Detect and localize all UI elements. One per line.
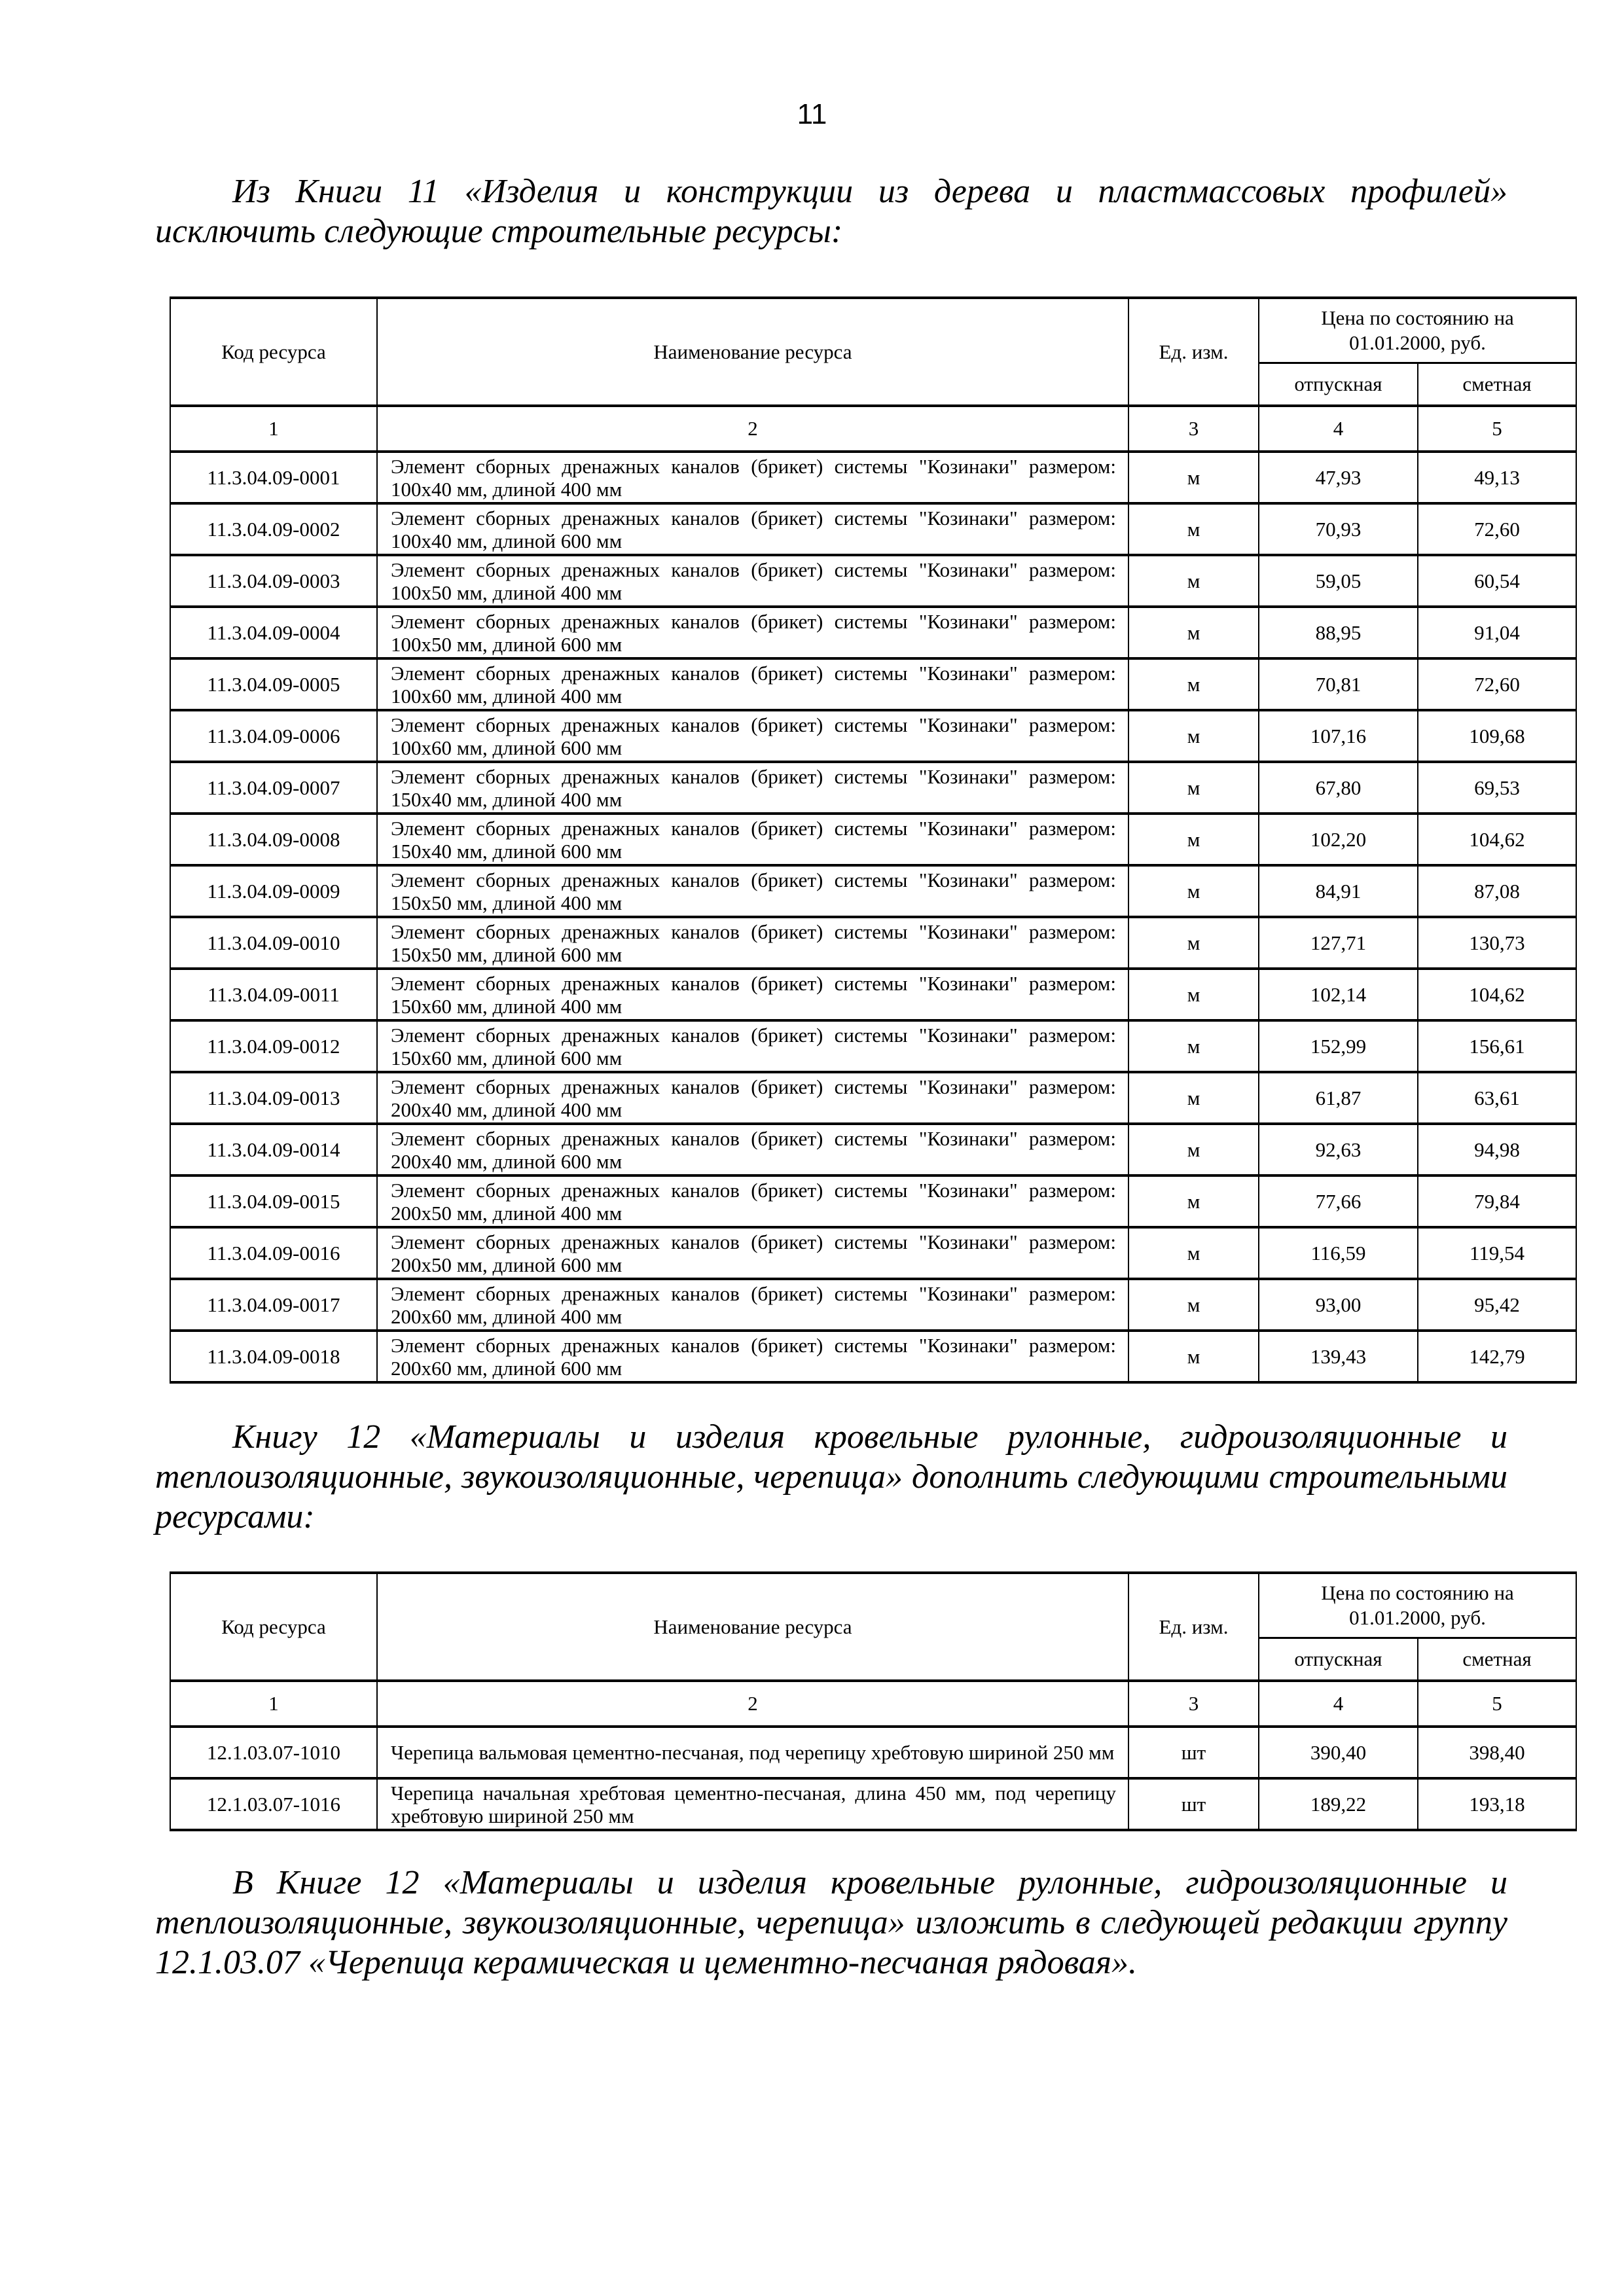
- resource-code: 11.3.04.09-0013: [170, 1072, 377, 1124]
- resource-name: Элемент сборных дренажных каналов (брикет) системы "Козинаки" размером: 100х40 мм, длиной 600 мм: [377, 503, 1128, 555]
- price-release: 70,81: [1259, 658, 1418, 710]
- paragraph-text: В Книге 12 «Материалы и изделия кровельные рулонные, гидроизоляционные и теплоизоляционные, звукоизоляционные, черепица» изложить в следующей редакции группу 12.1.03.07 «Черепица керамическая и цементно-песчаная рядовая».: [155, 1864, 1507, 1981]
- table-excluded-resources: [170, 296, 1577, 1384]
- price-release: 139,43: [1259, 1331, 1418, 1382]
- resource-code: 11.3.04.09-0004: [170, 607, 377, 658]
- resource-name: Элемент сборных дренажных каналов (брикет) системы "Козинаки" размером: 150х40 мм, длиной 400 мм: [377, 762, 1128, 814]
- paragraph-text: Из Книги 11 «Изделия и конструкции из дерева и пластмассовых профилей» исключить следующие строительные ресурсы:: [155, 173, 1507, 250]
- resource-name: Элемент сборных дренажных каналов (брикет) системы "Козинаки" размером: 200х60 мм, длиной 600 мм: [377, 1331, 1128, 1382]
- paragraph-text: Книгу 12 «Материалы и изделия кровельные рулонные, гидроизоляционные и теплоизоляционные, звукоизоляционные, черепица» дополнить следующими строительными ресурсами:: [155, 1418, 1507, 1535]
- price-release: 102,14: [1259, 969, 1418, 1020]
- column-number: 4: [1259, 406, 1418, 452]
- unit: м: [1128, 917, 1259, 969]
- table-row: [170, 762, 1576, 814]
- unit: м: [1128, 1175, 1259, 1227]
- resource-name: Черепица вальмовая цементно-песчаная, под черепицу хребтовую шириной 250 мм: [377, 1727, 1128, 1778]
- table-row: [170, 1020, 1576, 1072]
- resource-name: Элемент сборных дренажных каналов (брикет) системы "Козинаки" размером: 100х50 мм, длиной 600 мм: [377, 607, 1128, 658]
- table-row: [170, 1227, 1576, 1279]
- unit: м: [1128, 1227, 1259, 1279]
- table-row: [170, 814, 1576, 865]
- resource-code: 11.3.04.09-0018: [170, 1331, 377, 1382]
- table-row: [170, 710, 1576, 762]
- resource-name: Черепица начальная хребтовая цементно-песчаная, длина 450 мм, под черепицу хребтовую шириной 250 мм: [377, 1778, 1128, 1830]
- column-number: 3: [1128, 406, 1259, 452]
- price-estimate: 63,61: [1418, 1072, 1576, 1124]
- unit: м: [1128, 710, 1259, 762]
- unit: м: [1128, 1124, 1259, 1175]
- unit: м: [1128, 452, 1259, 503]
- column-number: 5: [1418, 1681, 1576, 1727]
- unit: м: [1128, 607, 1259, 658]
- price-estimate: 95,42: [1418, 1279, 1576, 1331]
- price-estimate: 156,61: [1418, 1020, 1576, 1072]
- paragraph-exclude-book-11: [155, 171, 1507, 251]
- unit: м: [1128, 658, 1259, 710]
- table-row: [170, 452, 1576, 503]
- header-name: Наименование ресурса: [377, 1573, 1128, 1681]
- resource-name: Элемент сборных дренажных каналов (брикет) системы "Козинаки" размером: 200х60 мм, длиной 400 мм: [377, 1279, 1128, 1331]
- resource-code: 11.3.04.09-0001: [170, 452, 377, 503]
- column-number: 3: [1128, 1681, 1259, 1727]
- header-price-estimate: сметная: [1418, 363, 1576, 406]
- column-number: 2: [377, 1681, 1128, 1727]
- price-release: 152,99: [1259, 1020, 1418, 1072]
- column-number: 4: [1259, 1681, 1418, 1727]
- header-code: Код ресурса: [170, 1573, 377, 1681]
- price-estimate: 87,08: [1418, 865, 1576, 917]
- price-estimate: 72,60: [1418, 658, 1576, 710]
- table-row: [170, 865, 1576, 917]
- price-release: 390,40: [1259, 1727, 1418, 1778]
- table-added-resources: [170, 1571, 1577, 1831]
- table-row: [170, 1124, 1576, 1175]
- resource-name: Элемент сборных дренажных каналов (брикет) системы "Козинаки" размером: 150х60 мм, длиной 600 мм: [377, 1020, 1128, 1072]
- paragraph-add-book-12: [155, 1417, 1507, 1537]
- price-release: 102,20: [1259, 814, 1418, 865]
- price-release: 70,93: [1259, 503, 1418, 555]
- resource-code: 11.3.04.09-0014: [170, 1124, 377, 1175]
- table-row: [170, 1778, 1576, 1830]
- price-estimate: 104,62: [1418, 814, 1576, 865]
- resource-code: 11.3.04.09-0005: [170, 658, 377, 710]
- price-estimate: 193,18: [1418, 1778, 1576, 1830]
- table-row: [170, 607, 1576, 658]
- resource-name: Элемент сборных дренажных каналов (брикет) системы "Козинаки" размером: 100х60 мм, длиной 400 мм: [377, 658, 1128, 710]
- resource-code: 12.1.03.07-1016: [170, 1778, 377, 1830]
- table-row: [170, 1175, 1576, 1227]
- table-row: [170, 555, 1576, 607]
- table-row: [170, 1279, 1576, 1331]
- price-release: 88,95: [1259, 607, 1418, 658]
- price-release: 116,59: [1259, 1227, 1418, 1279]
- unit: м: [1128, 1279, 1259, 1331]
- unit: м: [1128, 1020, 1259, 1072]
- price-release: 61,87: [1259, 1072, 1418, 1124]
- price-release: 93,00: [1259, 1279, 1418, 1331]
- price-estimate: 94,98: [1418, 1124, 1576, 1175]
- header-unit: Ед. изм.: [1128, 298, 1259, 406]
- price-release: 67,80: [1259, 762, 1418, 814]
- resource-name: Элемент сборных дренажных каналов (брикет) системы "Козинаки" размером: 150х50 мм, длиной 400 мм: [377, 865, 1128, 917]
- header-price-estimate: сметная: [1418, 1638, 1576, 1681]
- resource-name: Элемент сборных дренажных каналов (брикет) системы "Козинаки" размером: 200х40 мм, длиной 400 мм: [377, 1072, 1128, 1124]
- resource-name: Элемент сборных дренажных каналов (брикет) системы "Козинаки" размером: 150х50 мм, длиной 600 мм: [377, 917, 1128, 969]
- unit: м: [1128, 1072, 1259, 1124]
- header-price: Цена по состоянию на 01.01.2000, руб.: [1259, 1573, 1576, 1638]
- unit: м: [1128, 762, 1259, 814]
- price-release: 84,91: [1259, 865, 1418, 917]
- resource-code: 11.3.04.09-0016: [170, 1227, 377, 1279]
- price-release: 92,63: [1259, 1124, 1418, 1175]
- unit: м: [1128, 969, 1259, 1020]
- resource-name: Элемент сборных дренажных каналов (брикет) системы "Козинаки" размером: 200х50 мм, длиной 400 мм: [377, 1175, 1128, 1227]
- table-row: [170, 917, 1576, 969]
- price-estimate: 104,62: [1418, 969, 1576, 1020]
- column-number: 1: [170, 406, 377, 452]
- unit: м: [1128, 865, 1259, 917]
- price-estimate: 142,79: [1418, 1331, 1576, 1382]
- resource-name: Элемент сборных дренажных каналов (брикет) системы "Козинаки" размером: 150х40 мм, длиной 600 мм: [377, 814, 1128, 865]
- unit: м: [1128, 1331, 1259, 1382]
- resource-code: 11.3.04.09-0011: [170, 969, 377, 1020]
- unit: м: [1128, 503, 1259, 555]
- resource-code: 11.3.04.09-0007: [170, 762, 377, 814]
- resource-code: 11.3.04.09-0012: [170, 1020, 377, 1072]
- unit: шт: [1128, 1778, 1259, 1830]
- price-release: 107,16: [1259, 710, 1418, 762]
- page-number: 11: [797, 98, 827, 130]
- resource-name: Элемент сборных дренажных каналов (брикет) системы "Козинаки" размером: 100х50 мм, длиной 400 мм: [377, 555, 1128, 607]
- resource-code: 11.3.04.09-0008: [170, 814, 377, 865]
- header-code: Код ресурса: [170, 298, 377, 406]
- table-row: [170, 1072, 1576, 1124]
- resource-name: Элемент сборных дренажных каналов (брикет) системы "Козинаки" размером: 200х40 мм, длиной 600 мм: [377, 1124, 1128, 1175]
- price-estimate: 60,54: [1418, 555, 1576, 607]
- resource-name: Элемент сборных дренажных каналов (брикет) системы "Козинаки" размером: 150х60 мм, длиной 400 мм: [377, 969, 1128, 1020]
- price-release: 47,93: [1259, 452, 1418, 503]
- price-release: 189,22: [1259, 1778, 1418, 1830]
- column-number: 5: [1418, 406, 1576, 452]
- resource-code: 11.3.04.09-0006: [170, 710, 377, 762]
- price-release: 127,71: [1259, 917, 1418, 969]
- price-release: 59,05: [1259, 555, 1418, 607]
- paragraph-revise-group: [155, 1863, 1507, 1982]
- column-number: 1: [170, 1681, 377, 1727]
- price-estimate: 119,54: [1418, 1227, 1576, 1279]
- resource-code: 11.3.04.09-0015: [170, 1175, 377, 1227]
- header-price-release: отпускная: [1259, 1638, 1418, 1681]
- resource-name: Элемент сборных дренажных каналов (брикет) системы "Козинаки" размером: 200х50 мм, длиной 600 мм: [377, 1227, 1128, 1279]
- resource-code: 12.1.03.07-1010: [170, 1727, 377, 1778]
- unit: м: [1128, 555, 1259, 607]
- header-name: Наименование ресурса: [377, 298, 1128, 406]
- price-estimate: 91,04: [1418, 607, 1576, 658]
- price-estimate: 49,13: [1418, 452, 1576, 503]
- price-estimate: 398,40: [1418, 1727, 1576, 1778]
- table-row: [170, 1727, 1576, 1778]
- price-estimate: 130,73: [1418, 917, 1576, 969]
- unit: шт: [1128, 1727, 1259, 1778]
- table-row: [170, 503, 1576, 555]
- price-estimate: 72,60: [1418, 503, 1576, 555]
- unit: м: [1128, 814, 1259, 865]
- header-price: Цена по состоянию на 01.01.2000, руб.: [1259, 298, 1576, 363]
- price-estimate: 109,68: [1418, 710, 1576, 762]
- price-estimate: 69,53: [1418, 762, 1576, 814]
- table-row: [170, 1331, 1576, 1382]
- resource-code: 11.3.04.09-0017: [170, 1279, 377, 1331]
- table-row: [170, 658, 1576, 710]
- price-estimate: 79,84: [1418, 1175, 1576, 1227]
- resource-name: Элемент сборных дренажных каналов (брикет) системы "Козинаки" размером: 100х60 мм, длиной 600 мм: [377, 710, 1128, 762]
- header-price-release: отпускная: [1259, 363, 1418, 406]
- resource-code: 11.3.04.09-0002: [170, 503, 377, 555]
- price-release: 77,66: [1259, 1175, 1418, 1227]
- column-number: 2: [377, 406, 1128, 452]
- table-row: [170, 969, 1576, 1020]
- resource-code: 11.3.04.09-0009: [170, 865, 377, 917]
- header-unit: Ед. изм.: [1128, 1573, 1259, 1681]
- resource-code: 11.3.04.09-0003: [170, 555, 377, 607]
- resource-name: Элемент сборных дренажных каналов (брикет) системы "Козинаки" размером: 100х40 мм, длиной 400 мм: [377, 452, 1128, 503]
- resource-code: 11.3.04.09-0010: [170, 917, 377, 969]
